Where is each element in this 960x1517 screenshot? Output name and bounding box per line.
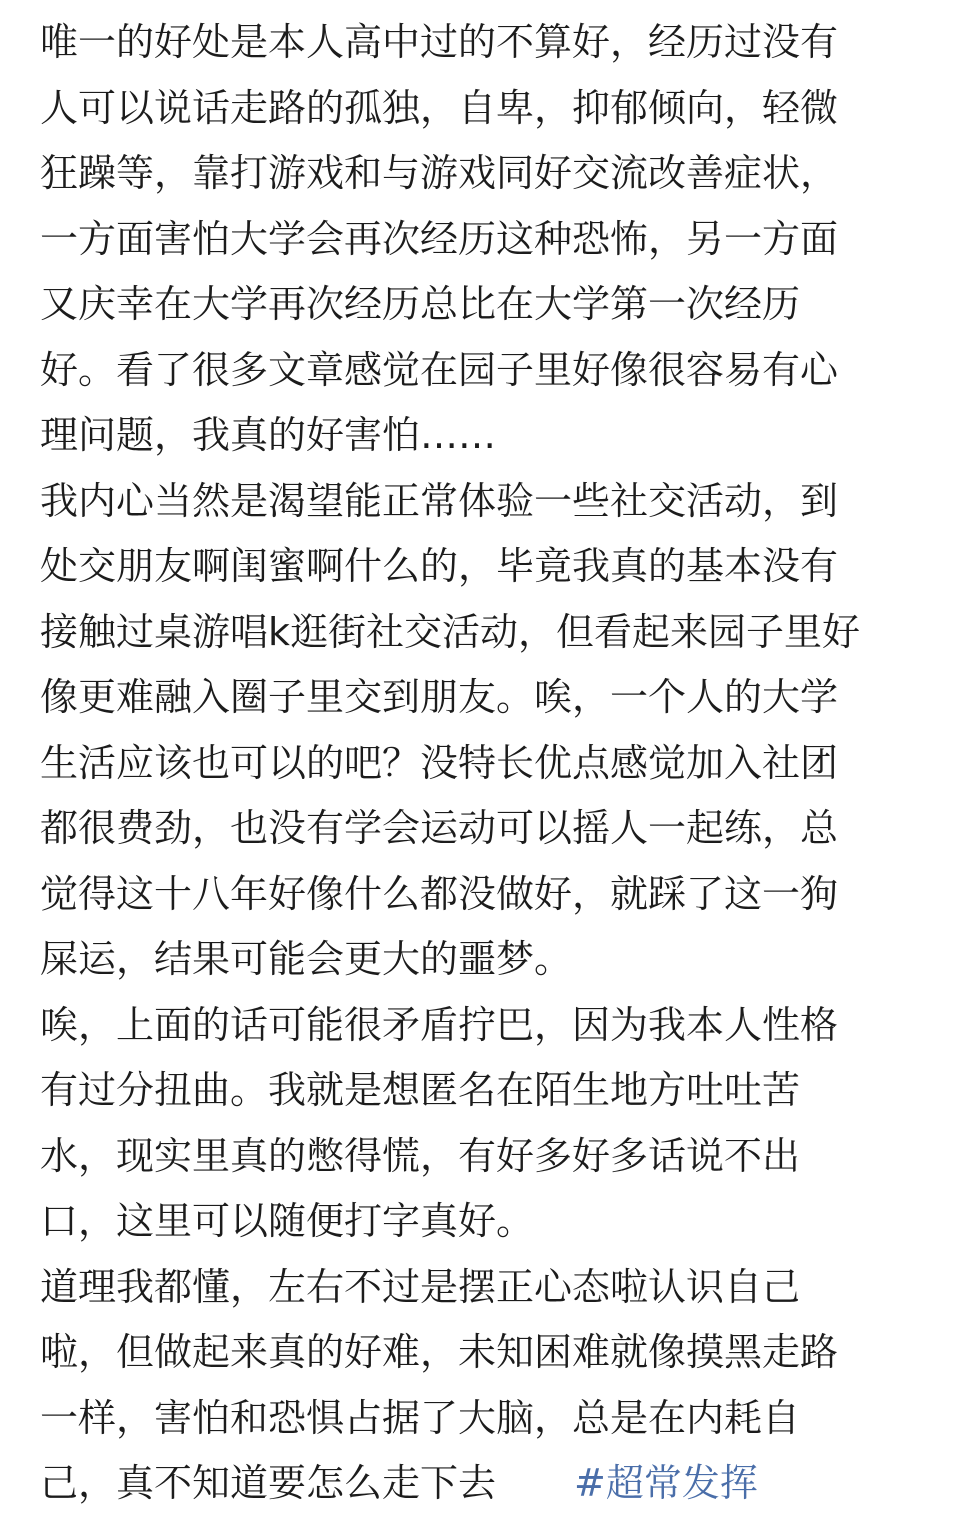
post-line: 理问题，我真的好害怕…… [40,413,497,457]
post-line: 觉得这十八年好像什么都没做好，就踩了这一狗 [40,871,839,916]
post-line: 道理我都懂，左右不过是摆正心态啦认识自己 [40,1264,801,1309]
hashtag-link[interactable] [574,1461,758,1505]
post-line: 又庆幸在大学再次经历总比在大学第一次经历 [40,282,801,326]
hashtag-symbol: # [574,1461,606,1505]
post-line: 都很费劲，也没有学会运动可以摇人一起练，总 [40,806,839,850]
post-line: 处交朋友啊闺蜜啊什么的，毕竟我真的基本没有 [40,544,839,588]
post-line: 屎运，结果可能会更大的噩梦。 [40,937,573,981]
post-line: 好。看了很多文章感觉在园子里好像很容易有心 [40,347,839,392]
post-line: 一样，害怕和恐惧占据了大脑，总是在内耗自 [40,1395,801,1440]
post-line-text: 己，真不知道要怎么走下去 [40,1461,497,1505]
post-line: 有过分扭曲。我就是想匿名在陌生地方吐吐苦 [40,1068,801,1112]
post-line: 生活应该也可以的吧？没特长优点感觉加入社团 [40,740,839,785]
post-last-line [40,1451,945,1517]
post-line: 水，现实里真的憋得慌，有好多好多话说不出 [40,1133,801,1178]
post-line: 唯一的好处是本人高中过的不算好，经历过没有 [40,20,839,64]
post-body [40,10,945,1517]
truncation-fade [496,1466,566,1506]
post-line: 人可以说话走路的孤独，自卑，抑郁倾向，轻微 [40,85,839,130]
post-line: 一方面害怕大学会再次经历这种恐怖，另一方面 [40,216,839,261]
post-line: 口，这里可以随便打字真好。 [40,1199,535,1243]
post-line: 接触过桌游唱k逛街社交活动，但看起来园子里好 [40,609,861,654]
hashtag-text: 超常发挥 [605,1461,758,1505]
post-line: 唉，上面的话可能很矛盾拧巴，因为我本人性格 [40,1002,839,1047]
post-line: 啦，但做起来真的好难，未知困难就像摸黑走路 [40,1330,839,1374]
post-line: 像更难融入圈子里交到朋友。唉，一个人的大学 [40,675,839,719]
post-line: 我内心当然是渴望能正常体验一些社交活动，到 [40,478,839,523]
post-line: 狂躁等，靠打游戏和与游戏同好交流改善症状， [40,151,839,195]
